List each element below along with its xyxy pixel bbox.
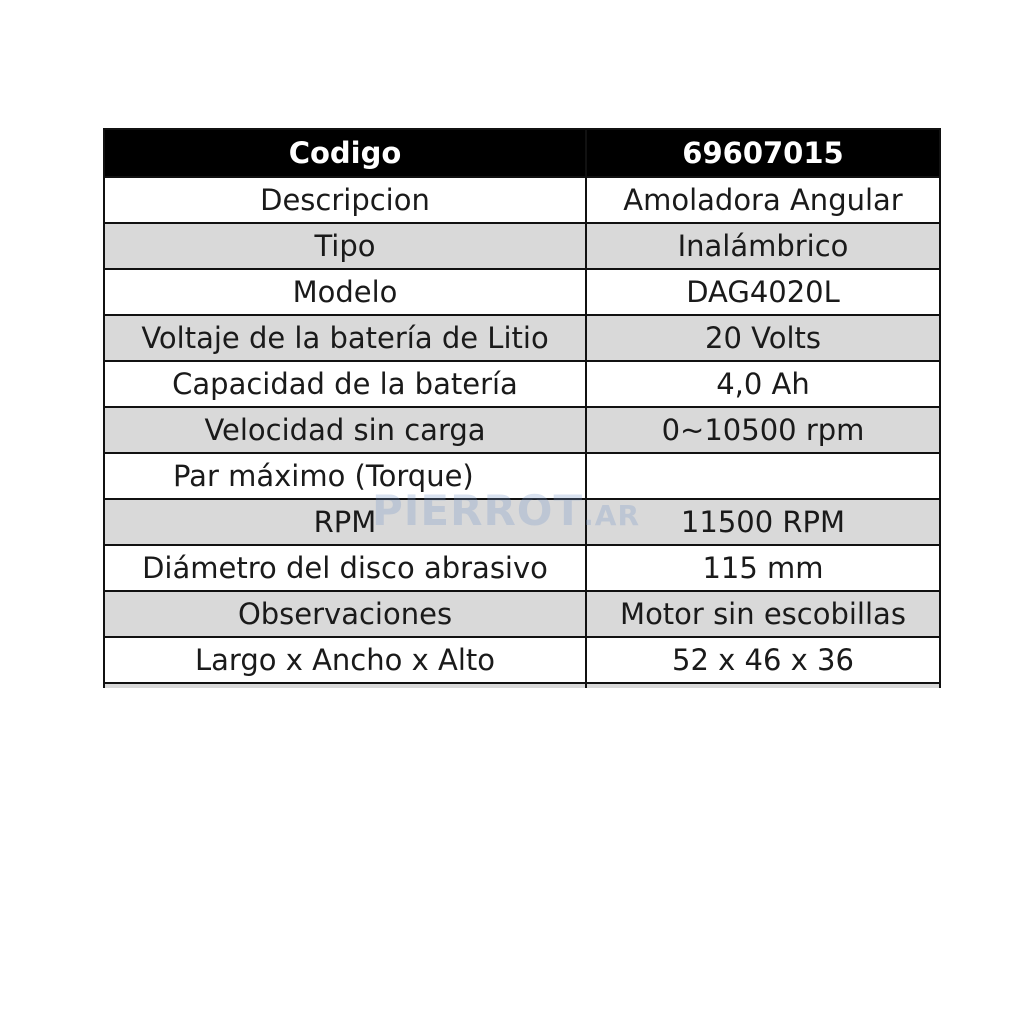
table-row-voltaje bbox=[104, 315, 940, 361]
row-label: Velocidad sin carga bbox=[104, 407, 586, 453]
table-row-tipo bbox=[104, 223, 940, 269]
table-row-modelo bbox=[104, 269, 940, 315]
row-value: 115 mm bbox=[586, 545, 940, 591]
row-label: Descripcion bbox=[104, 177, 586, 223]
table-row-descripcion bbox=[104, 177, 940, 223]
header-value-codigo: 69607015 bbox=[586, 129, 940, 177]
row-label: Largo x Ancho x Alto bbox=[104, 637, 586, 683]
row-value: Motor sin escobillas bbox=[586, 591, 940, 637]
table-row-velocidad bbox=[104, 407, 940, 453]
table-row-diametro bbox=[104, 545, 940, 591]
row-label: Modelo bbox=[104, 269, 586, 315]
watermark-suffix: .AR bbox=[583, 499, 641, 532]
row-label: Tipo bbox=[104, 223, 586, 269]
row-value: Inalámbrico bbox=[586, 223, 940, 269]
row-value: DAG4020L bbox=[586, 269, 940, 315]
table-row-capacidad bbox=[104, 361, 940, 407]
row-cut-cell bbox=[586, 683, 940, 688]
row-value: 20 Volts bbox=[586, 315, 940, 361]
spec-table bbox=[103, 128, 941, 688]
row-label: Voltaje de la batería de Litio bbox=[104, 315, 586, 361]
row-label: Par máximo (Torque) bbox=[104, 453, 586, 499]
row-value: 4,0 Ah bbox=[586, 361, 940, 407]
watermark-main: PIERROT bbox=[372, 486, 584, 535]
row-label: Capacidad de la batería bbox=[104, 361, 586, 407]
table-row-cut-off bbox=[104, 683, 940, 688]
table-row-observaciones bbox=[104, 591, 940, 637]
table-row-rpm bbox=[104, 499, 940, 545]
table-header-row bbox=[104, 129, 940, 177]
row-label: Diámetro del disco abrasivo bbox=[104, 545, 586, 591]
row-value: 11500 RPM bbox=[586, 499, 940, 545]
row-value: 52 x 46 x 36 bbox=[586, 637, 940, 683]
row-label: RPM bbox=[104, 499, 586, 545]
table-row-dimensiones bbox=[104, 637, 940, 683]
header-label-codigo: Codigo bbox=[104, 129, 586, 177]
row-label: Observaciones bbox=[104, 591, 586, 637]
table-row-par-maximo bbox=[104, 453, 940, 499]
row-value: 0~10500 rpm bbox=[586, 407, 940, 453]
row-value bbox=[586, 453, 940, 499]
row-value: Amoladora Angular bbox=[586, 177, 940, 223]
row-cut-cell bbox=[104, 683, 586, 688]
